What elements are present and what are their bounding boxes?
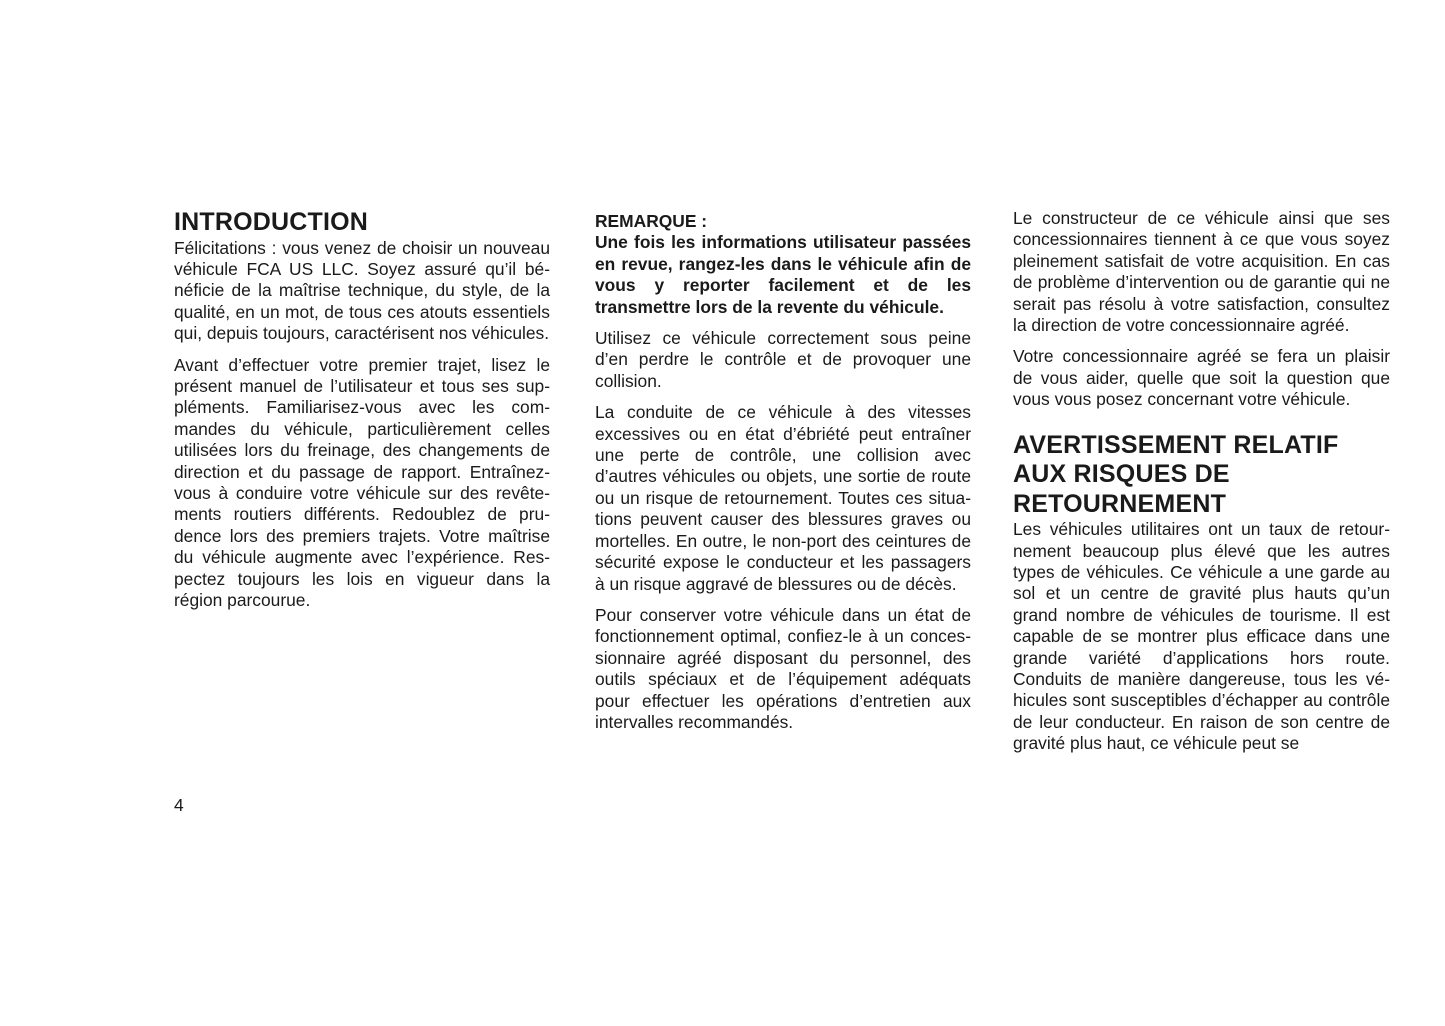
paragraph: Utilisez ce véhicule correctement sous peine d’en perdre le contrôle et de provoquer une collision. — [595, 328, 971, 391]
heading-line: RETOURNEMENT — [1013, 489, 1227, 518]
paragraph: Les véhicules utilitaires ont un taux de retournement beaucoup plus élevé que les autres types de véhicules. Ce véhicule a une garde au sol et un centre de gravité plus hauts qu’un grand nombre de véhicules de tourisme. Il est capable de se montrer plus efficace dans une grande variété d’applications hors route. Conduits de manière dangereuse, tous les véhicules sont susceptibles d’échapper au contrôle de leur conducteur. En raison de son centre de gravité plus haut, ce véhicule peut se — [1013, 519, 1390, 754]
column-remark — [595, 208, 971, 743]
column-introduction — [174, 208, 550, 621]
heading-line: AUX RISQUES DE — [1013, 460, 1230, 489]
paragraph: Félicitations : vous venez de choisir un nouveau véhicule FCA US LLC. Soyez assuré qu’il bénéficie de la maîtrise technique, du style, de la qualité, en un mot, de tous ces atouts essentiels qui, depuis toujours, caractérisent nos véhicules. — [174, 237, 550, 344]
paragraph: La conduite de ce véhicule à des vitesses excessives ou en état d’ébriété peut entraîner une perte de contrôle, une collision avec d’autres véhicules ou objets, une sortie de route ou un risque de retournement. Toutes ces situations peuvent causer des blessures graves ou mortelles. En outre, le non-port des ceintures de sécurité expose le conducteur et les passagers à un risque aggravé de blessures ou de décès. — [595, 402, 971, 594]
page-number: 4 — [174, 795, 184, 815]
remark-body: Une fois les informations utilisateur passées en revue, rangez-les dans le véhicule afin de vous y reporter facilement et de les transmettre lors de la revente du véhicule. — [595, 232, 971, 317]
paragraph: Avant d’effectuer votre premier trajet, lisez le présent manuel de l’utilisateur et tous ses suppléments. Familiarisez-vous avec les commandes du véhicule, particulièrement celles utilisées lors du freinage, des changements de direction et du passage de rapport. Entraînez-vous à conduire votre véhicule sur des revêtements routiers différents. Redoublez de prudence lors des premiers trajets. Votre maîtrise du véhicule augmente avec l’expérience. Respectez toujours les lois en vigueur dans la région parcourue. — [174, 354, 550, 610]
section-heading-introduction: INTRODUCTION — [174, 208, 369, 236]
paragraph: Le constructeur de ce véhicule ainsi que ses concessionnaires tiennent à ce que vous soyez pleinement satisfait de votre acquisition. En cas de problème d’intervention ou de garantie qui ne serait pas résolu à votre satisfaction, consultez la direction de votre concessionnaire agréé. — [1013, 208, 1390, 336]
remark-title: REMARQUE : — [595, 211, 708, 231]
heading-line: AVERTISSEMENT RELATIF — [1013, 430, 1339, 459]
section-heading-rollover — [1013, 431, 1390, 520]
paragraph: Pour conserver votre véhicule dans un état de fonctionnement optimal, confiez-le à un concessionnaire agréé disposant du personnel, des outils spéciaux et de l’équipement adéquats pour effectuer les opérations d’entretien aux intervalles recommandés. — [595, 604, 971, 732]
paragraph: Votre concessionnaire agréé se fera un plaisir de vous aider, quelle que soit la question que vous vous posez concernant votre véhicule. — [1013, 346, 1390, 410]
column-rollover-warning — [1013, 208, 1390, 765]
